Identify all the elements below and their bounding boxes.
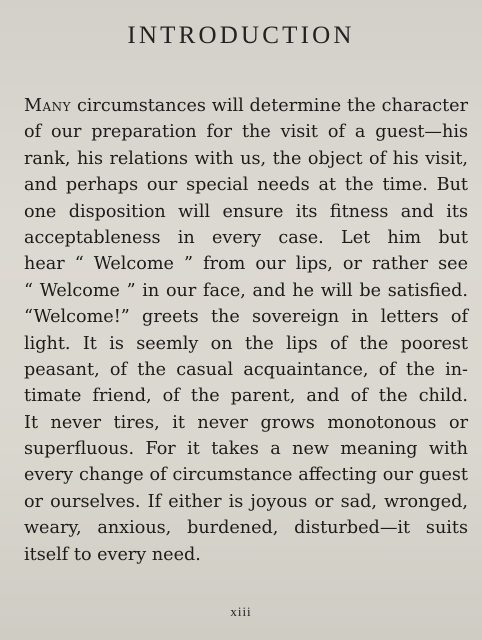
body-paragraph	[24, 93, 468, 568]
text-line-8: “ Welcome ” in our face, and he will be satisfied.	[24, 280, 468, 301]
text-line-7: hear “ Welcome ” from our lips, or rather see	[24, 254, 468, 275]
opening-word: Many	[24, 96, 72, 116]
text-line-17: weary, anxious, burdened, disturbed—it suits	[24, 518, 468, 539]
text-line-16: or ourselves. If either is joyous or sad, wronged,	[24, 491, 468, 512]
text-line-12: timate friend, of the parent, and of the child.	[24, 386, 468, 407]
text-line-3: rank, his relations with us, the object of his visit,	[24, 148, 468, 169]
text-line-4: and perhaps our special needs at the time. But	[24, 175, 468, 196]
text-line-14: superfluous. For it takes a new meaning with	[24, 439, 468, 460]
text-line-9: “Welcome!” greets the sovereign in letters of	[24, 307, 468, 328]
text-line-5: one disposition will ensure its fitness and its	[24, 201, 468, 222]
text-line-6: acceptableness in every case. Let him but	[24, 227, 468, 248]
chapter-heading: INTRODUCTION	[127, 22, 355, 49]
text-line-18: itself to every need.	[24, 544, 201, 565]
text-line-15: every change of circumstance affecting our guest	[24, 465, 468, 486]
text-line-2: of our preparation for the visit of a guest—his	[24, 122, 468, 143]
text-line-1: Many circumstances will determine the character	[24, 96, 468, 116]
text-line-11: peasant, of the casual acquaintance, of the in-	[24, 359, 468, 380]
page-number: xiii	[230, 604, 252, 619]
text-line-10: light. It is seemly on the lips of the poorest	[24, 333, 468, 354]
text-line-13: It never tires, it never grows monotonous or	[24, 412, 468, 433]
